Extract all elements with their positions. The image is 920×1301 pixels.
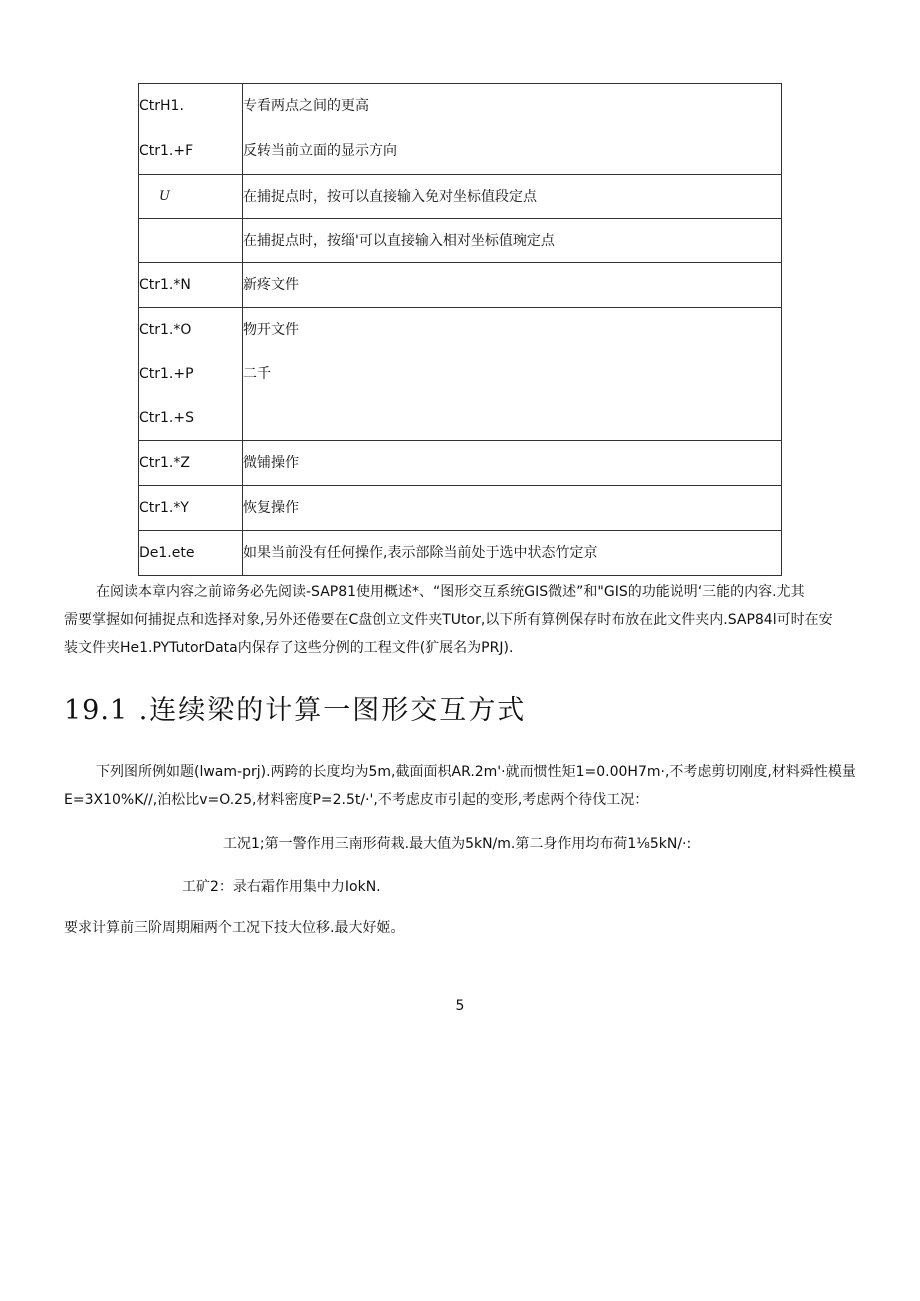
shortcut-table [138, 83, 782, 576]
shortcut-description: 在捕捉点时，按可以直接输入免对坐标值段定点 [243, 188, 537, 205]
shortcut-description [243, 396, 781, 440]
shortcut-description-cell [243, 531, 782, 576]
shortcut-key-cell [139, 263, 243, 308]
section-title: .连续梁的计算一图形交互方式 [138, 695, 527, 726]
table-row [139, 486, 782, 531]
shortcut-key: Ctr1.*O [139, 322, 192, 338]
paragraph-line: 下列图所例如题(lwam-prj).两跨的长度均为5m,截面面枳AR.2m'·就而惯性矩1=0.00H7m·,不考虑剪切刚度,材料舜性模量 [96, 764, 856, 780]
shortcut-key: CtrH1. [139, 98, 184, 114]
paragraph-line: E=3X10%K//,泊松比v=O.25,材料密度P=2.5t/·',不考虑皮市引起的变形,考虑两个待伐工况： [64, 792, 649, 808]
shortcut-description: 新疼文件 [243, 277, 299, 293]
shortcut-description: 反转当前立面的显示方向 [243, 143, 397, 159]
shortcut-key: U [159, 188, 170, 204]
shortcut-key [139, 219, 242, 262]
shortcut-key: Ctr1.+S [139, 410, 194, 426]
shortcut-key-cell [139, 84, 243, 175]
shortcut-key-cell [139, 219, 243, 263]
section-number: 19.1 [64, 695, 129, 726]
shortcut-description-cell [243, 84, 782, 175]
shortcut-description: 如果当前没有任何操作,表示部除当前处于选中状态竹定京 [243, 545, 598, 561]
requirement-text: 要求计算前三阶周期厢两个工况下技大位移.最大好姬。 [64, 920, 405, 936]
shortcut-key: Ctr1.*Z [139, 455, 190, 471]
paragraph-line: 需要掌握如何捕捉点和选择对象,另外还倦要在C盘创立文件夹TUtor,以下所有算例保存时布放在此文件夹内.SAP84l可时在安 [64, 612, 833, 628]
shortcut-key: De1.ete [139, 545, 195, 561]
shortcut-key-cell [139, 531, 243, 576]
shortcut-key-cell [139, 486, 243, 531]
page-number: 5 [455, 998, 465, 1014]
table-row [139, 263, 782, 308]
table-row [139, 441, 782, 486]
shortcut-key-cell [139, 441, 243, 486]
table-row [139, 219, 782, 263]
load-case-1: 工况1;第一警作用三南形荷栽.最大值为5kN/m.第二身作用均布荷1⅛5kN/·: [223, 836, 692, 852]
shortcut-description-cell [243, 308, 782, 441]
intro-paragraph [64, 578, 856, 662]
problem-paragraph [64, 758, 856, 814]
table-row [139, 84, 782, 175]
shortcut-description: 在捕捉点时，按缁'可以直接输入相对坐标值琬定点 [243, 232, 555, 249]
shortcut-description: 物开文件 [243, 322, 299, 338]
paragraph-line: 在阅读本章内容之前谛务必先阅读-SAP81使用概述*、“图形交互系统GIS微述”和"GIS的功能说明‘三能的内容.尤其 [96, 584, 805, 600]
load-case-2: 工矿2：录右霜作用集中力IokN. [182, 879, 381, 895]
table-row [139, 531, 782, 576]
shortcut-key: Ctr1.*Y [139, 500, 189, 516]
shortcut-description-cell [243, 441, 782, 486]
shortcut-description: 微铺操作 [243, 455, 299, 471]
section-heading [64, 688, 526, 727]
shortcut-description-cell [243, 219, 782, 263]
table-row [139, 175, 782, 219]
shortcut-description: 二千 [243, 366, 271, 382]
shortcut-description: 恢复操作 [243, 500, 299, 516]
shortcut-description-cell [243, 486, 782, 531]
table-row [139, 308, 782, 441]
shortcut-key-cell [139, 175, 243, 219]
shortcut-description-cell [243, 175, 782, 219]
shortcut-key-cell [139, 308, 243, 441]
shortcut-key: Ctr1.+F [139, 143, 194, 159]
paragraph-line: 装文件夹He1.PYTutorData内保存了这些分例的工程文件(犷展名为PRJ). [64, 640, 514, 656]
shortcut-description: 专看两点之间的更高 [243, 98, 369, 114]
shortcut-description-cell [243, 263, 782, 308]
shortcut-key: Ctr1.*N [139, 277, 191, 293]
shortcut-key: Ctr1.+P [139, 366, 194, 382]
